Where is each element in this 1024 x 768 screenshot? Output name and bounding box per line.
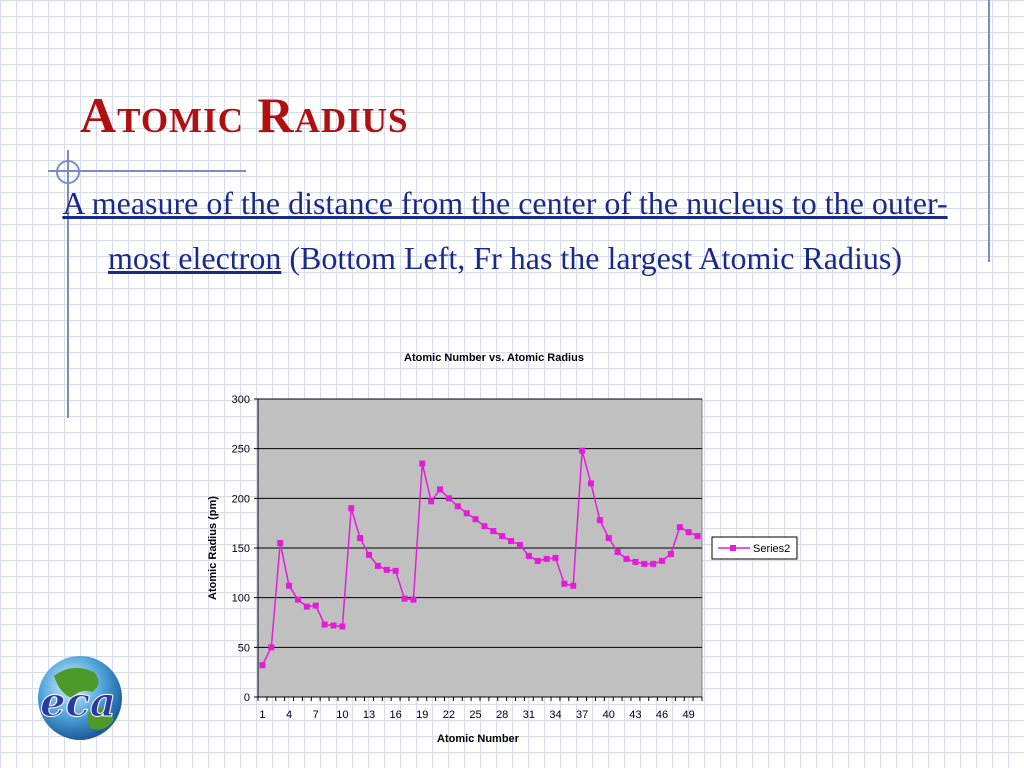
x-tick-label: 1 bbox=[259, 709, 266, 721]
definition-note: (Bottom Left, Fr has the largest Atomic Radius) bbox=[289, 240, 902, 276]
data-point bbox=[481, 523, 487, 529]
data-point bbox=[313, 603, 319, 609]
data-point bbox=[428, 498, 434, 504]
legend-marker bbox=[730, 545, 736, 551]
x-tick-label: 4 bbox=[286, 709, 293, 721]
logo-text: eca bbox=[40, 679, 116, 726]
data-point bbox=[686, 529, 692, 535]
x-tick-label: 40 bbox=[602, 709, 615, 721]
data-point bbox=[624, 556, 630, 562]
x-tick-label: 31 bbox=[522, 709, 535, 721]
definition-text: A measure of the distance from the center of the nucleus to the outer-most electron bbox=[62, 185, 948, 276]
data-point bbox=[606, 535, 612, 541]
data-point bbox=[393, 568, 399, 574]
data-point bbox=[597, 517, 603, 523]
data-point bbox=[615, 549, 621, 555]
x-tick-label: 19 bbox=[416, 709, 429, 721]
data-point bbox=[402, 596, 408, 602]
slide-title: Atomic Radius bbox=[80, 87, 409, 143]
data-point bbox=[304, 604, 310, 610]
data-point bbox=[508, 538, 514, 544]
data-point bbox=[455, 503, 461, 509]
data-point bbox=[357, 535, 363, 541]
data-point bbox=[375, 563, 381, 569]
data-point bbox=[490, 528, 496, 534]
data-point bbox=[641, 561, 647, 567]
data-point bbox=[348, 505, 354, 511]
data-point bbox=[330, 622, 336, 628]
legend-label: Series2 bbox=[753, 543, 791, 555]
data-point bbox=[268, 644, 274, 650]
data-point bbox=[570, 583, 576, 589]
data-point bbox=[517, 542, 523, 548]
y-axis-label: Atomic Radius (pm) bbox=[207, 496, 219, 600]
x-tick-label: 28 bbox=[496, 709, 509, 721]
x-tick-label: 49 bbox=[682, 709, 695, 721]
data-point bbox=[339, 623, 345, 629]
x-tick-label: 25 bbox=[469, 709, 482, 721]
data-point bbox=[259, 662, 265, 668]
data-point bbox=[535, 558, 541, 564]
data-point bbox=[677, 524, 683, 530]
data-point bbox=[286, 583, 292, 589]
data-point bbox=[650, 561, 656, 567]
x-tick-label: 7 bbox=[312, 709, 319, 721]
x-tick-label: 43 bbox=[629, 709, 642, 721]
data-point bbox=[544, 556, 550, 562]
data-point bbox=[384, 567, 390, 573]
data-point bbox=[552, 555, 558, 561]
data-point bbox=[419, 461, 425, 467]
data-point bbox=[659, 558, 665, 564]
data-point bbox=[561, 581, 567, 587]
y-axis-ticks bbox=[232, 394, 258, 704]
x-tick-label: 37 bbox=[575, 709, 589, 721]
chart-title: Atomic Number vs. Atomic Radius bbox=[404, 352, 584, 364]
y-tick-label: 300 bbox=[231, 394, 250, 406]
eca-logo bbox=[14, 654, 138, 750]
y-tick-label: 150 bbox=[231, 543, 250, 555]
y-tick-label: 200 bbox=[231, 493, 250, 506]
data-point bbox=[499, 533, 505, 539]
y-tick-label: 250 bbox=[231, 443, 250, 456]
data-point bbox=[295, 597, 301, 603]
x-tick-label: 10 bbox=[336, 709, 349, 721]
data-point bbox=[632, 559, 638, 565]
y-tick-label: 0 bbox=[243, 692, 250, 704]
x-tick-label: 16 bbox=[389, 709, 402, 721]
x-tick-label: 13 bbox=[362, 709, 376, 721]
data-point bbox=[277, 540, 283, 546]
data-point bbox=[464, 510, 470, 516]
data-point bbox=[366, 552, 372, 558]
data-point bbox=[410, 597, 416, 603]
data-point bbox=[473, 516, 479, 522]
legend bbox=[712, 537, 797, 559]
x-tick-label: 46 bbox=[655, 709, 669, 721]
data-point bbox=[579, 448, 585, 454]
x-tick-label: 22 bbox=[442, 709, 456, 721]
data-point bbox=[695, 533, 701, 539]
y-tick-label: 50 bbox=[237, 642, 250, 655]
data-point bbox=[668, 551, 674, 557]
data-point bbox=[588, 480, 594, 486]
x-axis-ticks bbox=[258, 697, 702, 721]
data-point bbox=[437, 486, 443, 492]
x-tick-label: 34 bbox=[549, 709, 562, 721]
y-tick-label: 100 bbox=[231, 592, 250, 605]
data-point bbox=[446, 495, 452, 501]
x-axis-label: Atomic Number bbox=[437, 733, 519, 745]
data-point bbox=[526, 553, 532, 559]
data-point bbox=[322, 621, 328, 627]
